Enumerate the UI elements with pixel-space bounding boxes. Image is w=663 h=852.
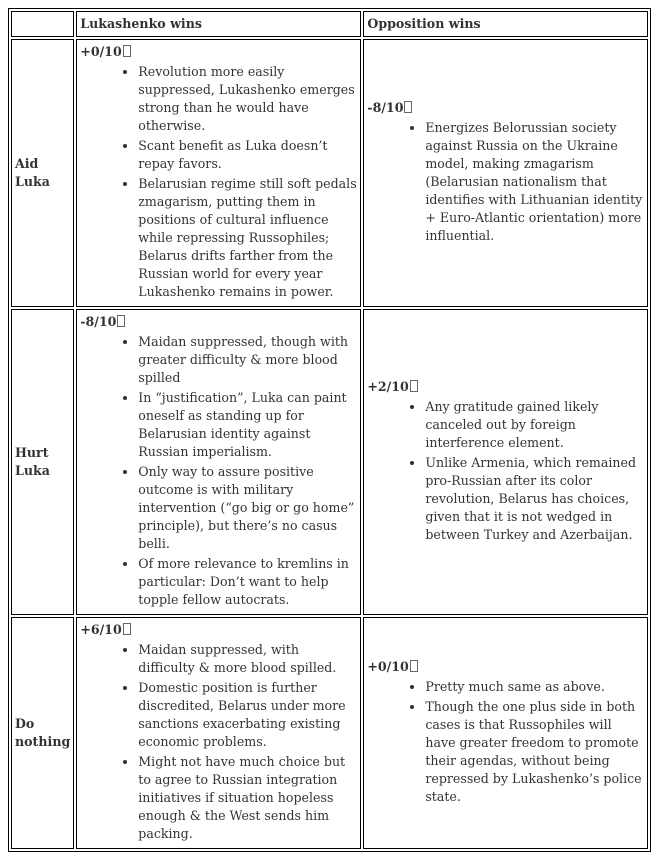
score-line <box>80 313 357 331</box>
score-line <box>367 658 644 676</box>
score: -8/10 <box>367 100 404 115</box>
cell-aid-luka-lukashenko <box>76 39 361 307</box>
score: +2/10 <box>367 379 409 394</box>
cell-hurt-luka-lukashenko <box>76 309 361 615</box>
header-lukashenko-wins: Lukashenko wins <box>76 11 361 37</box>
cell-hurt-luka-opposition <box>363 309 648 615</box>
list-item: • Of more relevance to kremlins in particular: Don’t want to help topple fellow autocrats. <box>138 555 357 609</box>
box-icon <box>410 380 418 392</box>
row-label: Do nothing <box>11 617 74 849</box>
list-item: • Though the one plus side in both cases is that Russophiles will have greater freedom to promote their agendas, without being repressed by Lukashenko’s police state. <box>425 698 644 806</box>
score-line <box>367 378 644 396</box>
list-item: • Belarusian regime still soft pedals zmagarism, putting them in positions of cultural influence while repressing Russophiles; Belarus drifts farther from the Russian world for every year Lukashenko remains in power. <box>138 175 357 301</box>
cell-do-nothing-lukashenko <box>76 617 361 849</box>
list-item: • Domestic position is further discredited, Belarus under more sanctions exacerbating existing economic problems. <box>138 679 357 751</box>
box-icon <box>404 101 412 113</box>
list-item: • Maidan suppressed, with difficulty & more blood spilled. <box>138 641 357 677</box>
score-line <box>80 621 357 639</box>
header-row <box>11 11 648 37</box>
box-icon <box>123 45 131 57</box>
list-item: • Maidan suppressed, though with greater difficulty & more blood spilled <box>138 333 357 387</box>
scenario-table <box>8 8 651 852</box>
header-blank <box>11 11 74 37</box>
box-icon <box>410 660 418 672</box>
cell-aid-luka-opposition <box>363 39 648 307</box>
score-line <box>80 43 357 61</box>
list-item: • Only way to assure positive outcome is with military intervention (“go big or go home” principle), but there’s no casus belli. <box>138 463 357 553</box>
list-item: • Revolution more easily suppressed, Lukashenko emerges strong than he would have otherwise. <box>138 63 357 135</box>
bullet-list <box>80 333 357 609</box>
row-hurt-luka <box>11 309 648 615</box>
score-line <box>367 99 644 117</box>
list-item: • Energizes Belorussian society against Russia on the Ukraine model, making zmagarism (Belarusian nationalism that identifies with Lithuanian identity + Euro-Atlantic orientation) more influential. <box>425 119 644 245</box>
list-item: • Any gratitude gained likely canceled out by foreign interference element. <box>425 398 644 452</box>
score: -8/10 <box>80 314 117 329</box>
box-icon <box>123 623 131 635</box>
header-opposition-wins: Opposition wins <box>363 11 648 37</box>
list-item: • Might not have much choice but to agree to Russian integration initiatives if situation hopeless enough & the West sends him packing. <box>138 753 357 843</box>
score: +0/10 <box>80 44 122 59</box>
list-item: • Unlike Armenia, which remained pro-Russian after its color revolution, Belarus has choices, given that it is not wedged in between Turkey and Azerbaijan. <box>425 454 644 544</box>
list-item: • In “justification”, Luka can paint oneself as standing up for Belarusian identity against Russian imperialism. <box>138 389 357 461</box>
list-item: • Pretty much same as above. <box>425 678 644 696</box>
bullet-list <box>367 678 644 806</box>
bullet-list <box>367 398 644 544</box>
bullet-list <box>80 641 357 843</box>
box-icon <box>117 315 125 327</box>
row-label: Hurt Luka <box>11 309 74 615</box>
row-do-nothing <box>11 617 648 849</box>
score: +6/10 <box>80 622 122 637</box>
row-label: Aid Luka <box>11 39 74 307</box>
score: +0/10 <box>367 659 409 674</box>
bullet-list <box>367 119 644 245</box>
row-aid-luka <box>11 39 648 307</box>
cell-do-nothing-opposition <box>363 617 648 849</box>
list-item: • Scant benefit as Luka doesn’t repay favors. <box>138 137 357 173</box>
bullet-list <box>80 63 357 301</box>
